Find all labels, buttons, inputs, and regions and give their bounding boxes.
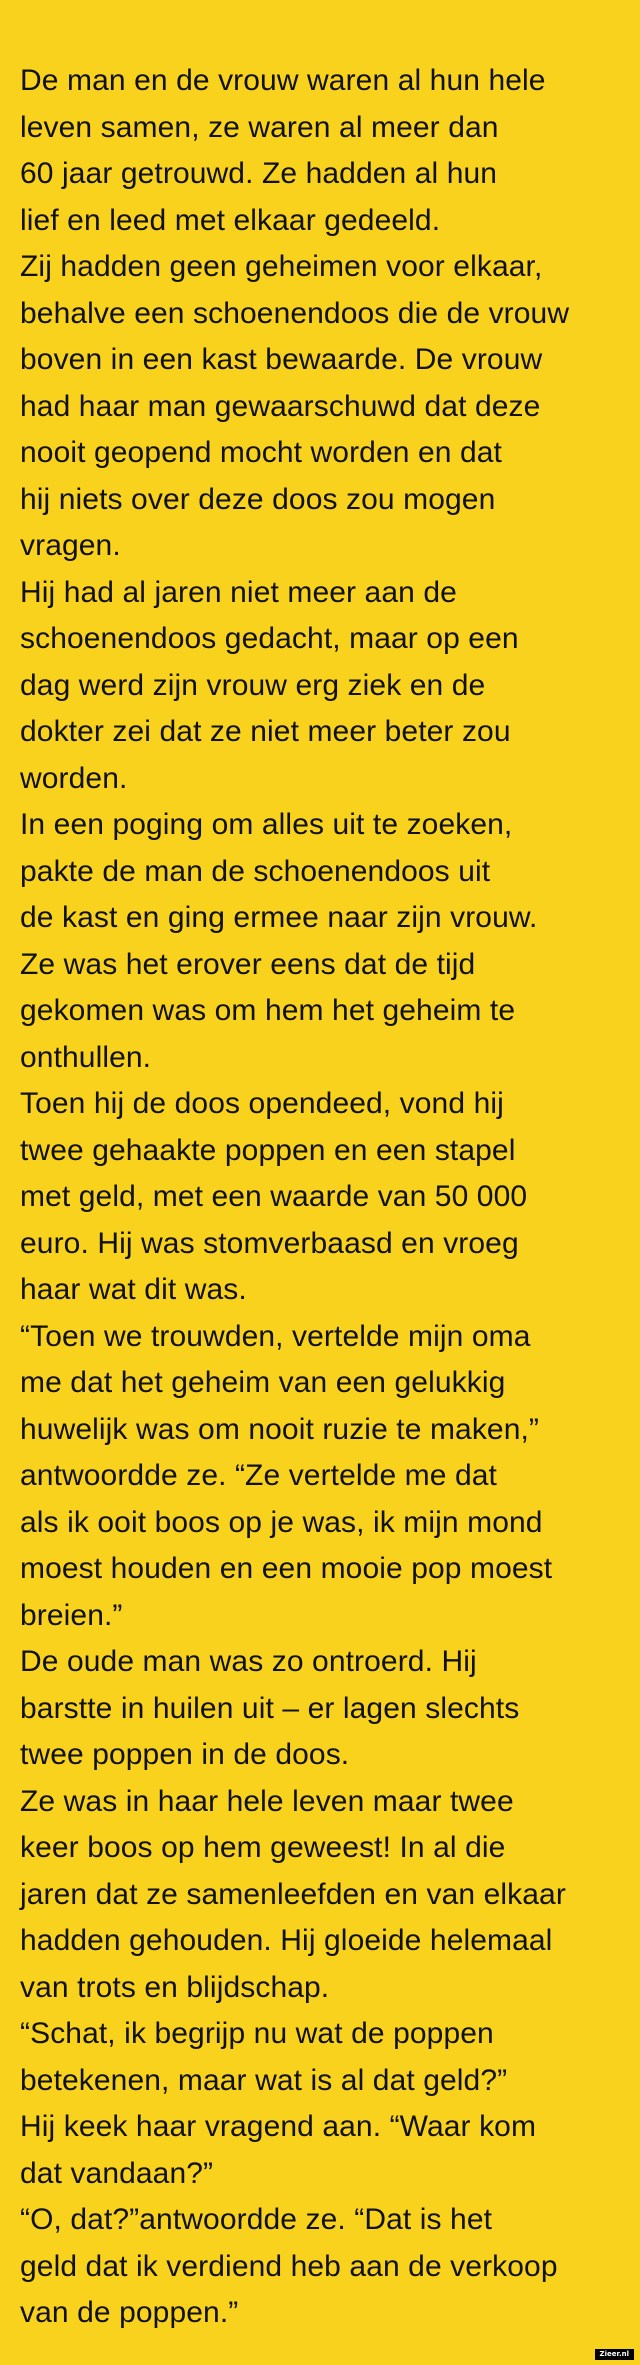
story-paragraph: Toen hij de doos opendeed, vond hij twee gehaakte poppen en een stapel met geld, met een waarde van 50 000 euro. Hij was stomverbaasd en vroeg haar wat dit was. [20, 1087, 528, 1306]
story-paragraph: De man en de vrouw waren al hun hele leven samen, ze waren al meer dan 60 jaar getrouwd. Ze hadden al hun lief en leed met elkaar gedeeld. [20, 64, 546, 237]
story-paragraph: Ze was in haar hele leven maar twee keer boos op hem geweest! In al die jaren dat ze samenleefden en van elkaar hadden gehouden. Hij gloeide helemaal van trots en blijdschap. [20, 1784, 566, 2004]
story-paragraph: De oude man was zo ontroerd. Hij barstte in huilen uit – er lagen slechts twee poppen in de doos. [20, 1645, 520, 1771]
story-text [20, 58, 620, 2337]
story-paragraph: “O, dat?”antwoordde ze. “Dat is het geld dat ik verdiend heb aan de verkoop van de poppen.” [20, 2203, 558, 2329]
story-paragraph: Hij had al jaren niet meer aan de schoenendoos gedacht, maar op een dag werd zijn vrouw erg ziek en de dokter zei dat ze niet meer beter zou worden. [20, 575, 519, 795]
story-paragraph: In een poging om alles uit te zoeken, pakte de man de schoenendoos uit de kast en ging ermee naar zijn vrouw. Ze was het erover eens dat de tijd gekomen was om hem het geheim te onthullen. [20, 808, 538, 1074]
story-paragraph: Zij hadden geen geheimen voor elkaar, behalve een schoenendoos die de vrouw boven in een kast bewaarde. De vrouw had haar man gewaarschuwd dat deze nooit geopend mocht worden en dat hij niets over deze doos zou mogen vragen. [20, 250, 570, 562]
watermark-label: Zieer.nl [595, 2349, 634, 2360]
story-paragraph: Hij keek haar vragend aan. “Waar kom dat vandaan?” [20, 2110, 537, 2190]
story-paragraph: “Toen we trouwden, vertelde mijn oma me dat het geheim van een gelukkig huwelijk was om nooit ruzie te maken,” antwoordde ze. “Ze vertelde me dat als ik ooit boos op je was, ik mijn mond moest houden en een mooie pop moest breien.” [20, 1319, 553, 1632]
story-paragraph: “Schat, ik begrijp nu wat de poppen betekenen, maar wat is al dat geld?” [20, 2017, 508, 2097]
